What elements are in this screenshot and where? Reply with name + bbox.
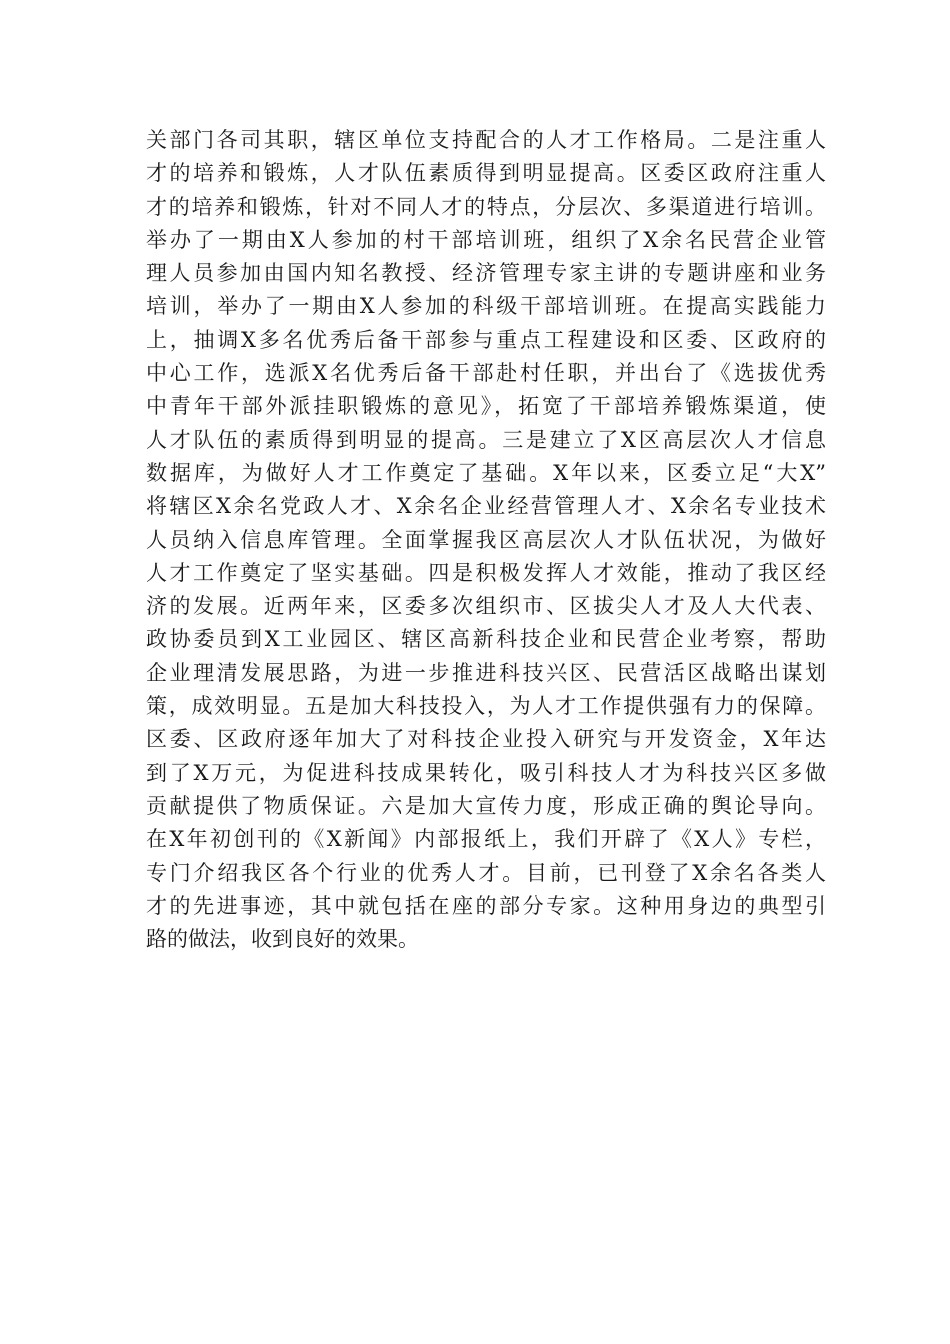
text-line-6: 培训，举办了一期由X人参加的科级干部培训班。在提高实践能力 [146, 294, 826, 319]
text-line-11: 数据库，为做好人才工作奠定了基础。X年以来，区委立足“大X” [146, 460, 826, 485]
text-line-15: 济的发展。近两年来，区委多次组织市、区拔尖人才及人大代表、 [146, 594, 826, 619]
text-line-16: 政协委员到X工业园区、辖区高新科技企业和民营企业考察，帮助 [146, 627, 826, 652]
text-line-20: 到了X万元，为促进科技成果转化，吸引科技人才为科技兴区多做 [146, 760, 826, 785]
text-line-1: 关部门各司其职，辖区单位支持配合的人才工作格局。二是注重人 [146, 128, 826, 152]
text-line-25: 路的做法，收到良好的效果。 [146, 927, 419, 952]
text-line-23: 专门介绍我区各个行业的优秀人才。目前，已刊登了X余名各类人 [146, 860, 826, 885]
text-line-4: 举办了一期由X人参加的村干部培训班，组织了X余名民营企业管 [146, 227, 826, 252]
text-line-18: 策，成效明显。五是加大科技投入，为人才工作提供强有力的保障。 [146, 694, 826, 719]
text-line-8: 中心工作，选派X名优秀后备干部赴村任职，并出台了《选拔优秀 [146, 361, 826, 386]
text-line-9: 中青年干部外派挂职锻炼的意见》，拓宽了干部培养锻炼渠道，使 [146, 394, 826, 419]
text-line-12: 将辖区X余名党政人才、X余名企业经营管理人才、X余名专业技术 [146, 494, 826, 519]
text-line-13: 人员纳入信息库管理。全面掌握我区高层次人才队伍状况，为做好 [146, 527, 826, 552]
text-line-17: 企业理清发展思路，为进一步推进科技兴区、民营活区战略出谋划 [146, 660, 826, 685]
text-line-7: 上，抽调X多名优秀后备干部参与重点工程建设和区委、区政府的 [146, 327, 826, 352]
text-line-22: 在X年初创刊的《X新闻》内部报纸上，我们开辟了《X人》专栏， [146, 827, 826, 852]
text-line-19: 区委、区政府逐年加大了对科技企业投入研究与开发资金，X年达 [146, 727, 826, 752]
text-line-10: 人才队伍的素质得到明显的提高。三是建立了X区高层次人才信息 [146, 427, 826, 452]
text-line-24: 才的先进事迹，其中就包括在座的部分专家。这种用身边的典型引 [146, 893, 826, 918]
text-line-5: 理人员参加由国内知名教授、经济管理专家主讲的专题讲座和业务 [146, 261, 826, 286]
text-line-2: 才的培养和锻炼，人才队伍素质得到明显提高。区委区政府注重人 [146, 161, 826, 186]
body-paragraph [146, 124, 826, 956]
text-line-3: 才的培养和锻炼，针对不同人才的特点，分层次、多渠道进行培训。 [146, 194, 826, 219]
text-line-14: 人才工作奠定了坚实基础。四是积极发挥人才效能，推动了我区经 [146, 560, 826, 585]
text-line-21: 贡献提供了物质保证。六是加大宣传力度，形成正确的舆论导向。 [146, 793, 826, 818]
